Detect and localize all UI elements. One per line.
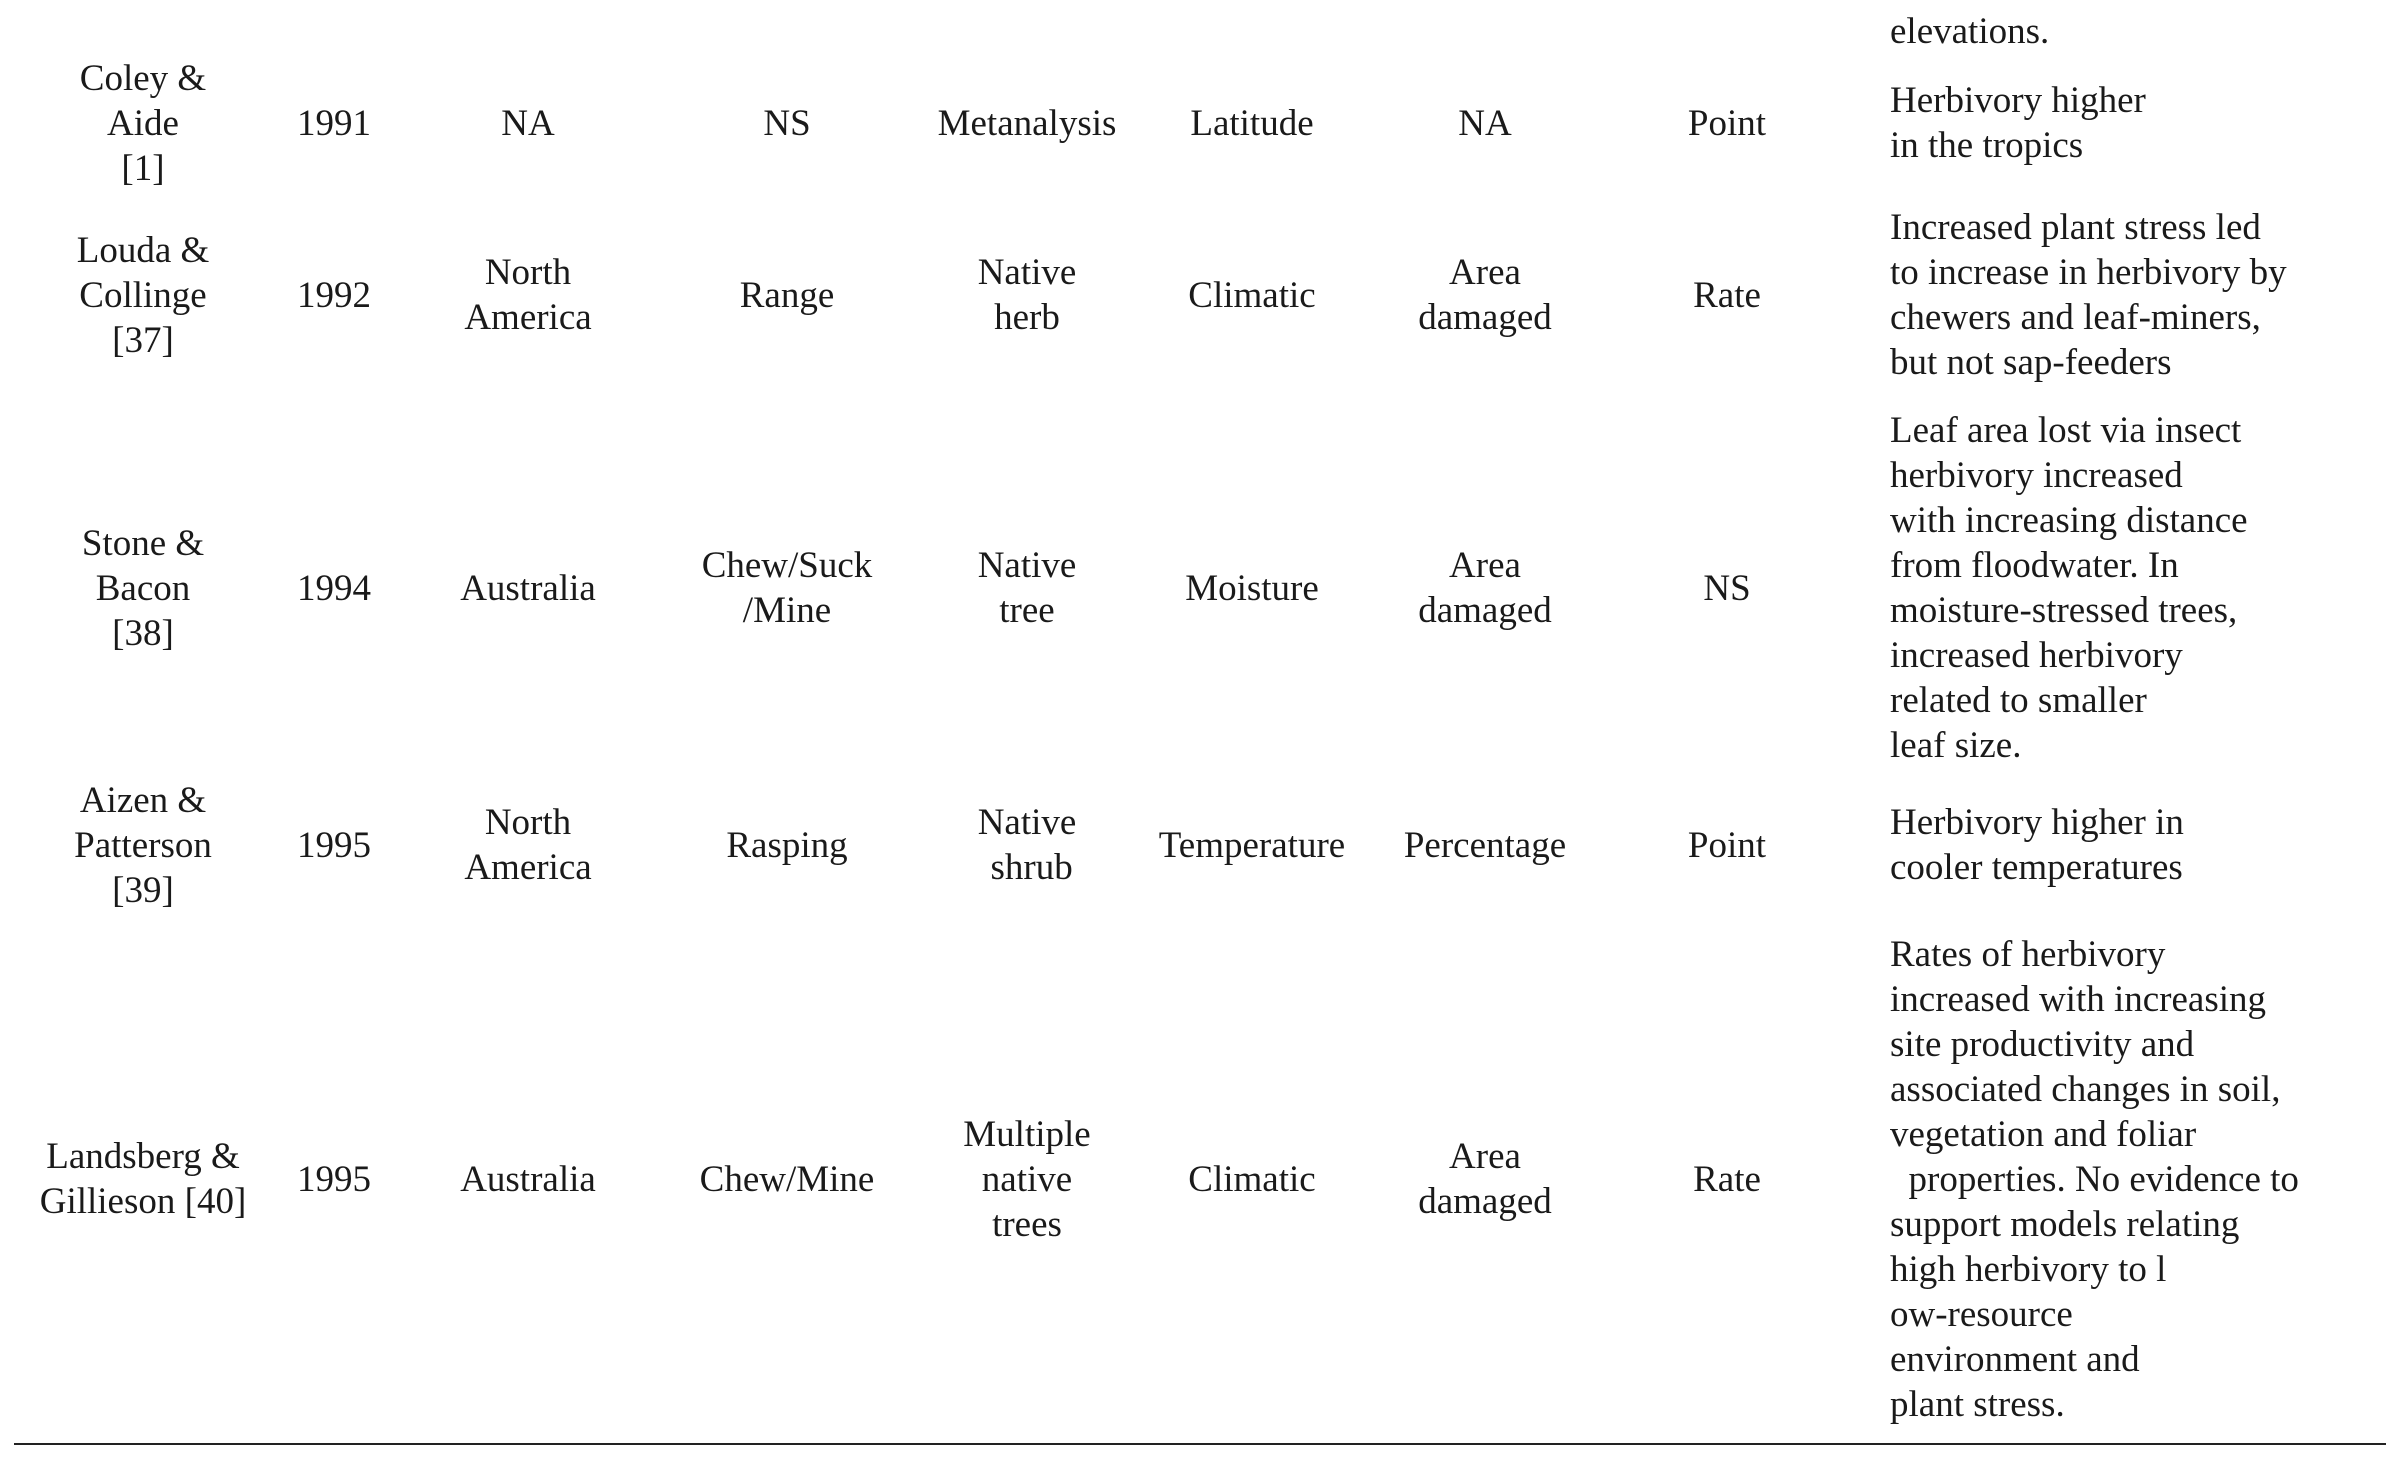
finding-cell-line: plant stress.	[1890, 1383, 2065, 1425]
region-cell-line: North	[484, 252, 572, 293]
feeding-guild-cell-line: NS	[763, 102, 811, 144]
region-cell-line: Australia	[460, 567, 596, 609]
host-plant-cell-line: herb	[994, 297, 1060, 338]
finding-cell-line: site productivity and	[1890, 1023, 2195, 1065]
host-plant-cell-line: native	[981, 1158, 1073, 1200]
author-cell-line: [39]	[112, 869, 174, 911]
feeding-guild-cell-line: Chew/Suck	[701, 545, 873, 586]
author-cell-line: Aide	[107, 102, 179, 144]
finding-cell-line: associated changes in soil,	[1890, 1068, 2281, 1110]
region-cell-line: North	[484, 802, 572, 843]
author-cell-line: Gillieson [40]	[39, 1181, 247, 1222]
author-cell-line: Stone &	[81, 522, 205, 564]
finding-cell-line: moisture-stressed trees,	[1890, 590, 2238, 631]
estimate-type-cell-line: Point	[1687, 824, 1767, 866]
region-cell-line: America	[464, 847, 592, 888]
finding-cell-line: high herbivory to l	[1890, 1248, 2167, 1290]
author-cell-line: [37]	[112, 319, 174, 361]
finding-cell-line: Herbivory higher	[1890, 80, 2146, 121]
measure-cell-line: Percentage	[1403, 824, 1567, 866]
finding-cell-line: environment and	[1890, 1338, 2140, 1380]
host-plant-cell-line: tree	[999, 590, 1055, 631]
host-plant-cell-line: trees	[992, 1203, 1062, 1245]
author-cell-line: Collinge	[79, 274, 207, 316]
estimate-type-cell-line: Rate	[1693, 274, 1761, 316]
host-plant-cell-line: Multiple	[963, 1113, 1091, 1155]
year-cell-line: 1994	[297, 567, 371, 609]
year-cell-line: 1992	[297, 274, 371, 316]
measure-cell-line: NA	[1458, 102, 1512, 144]
author-cell-line: Aizen &	[79, 779, 207, 821]
finding-cell-line: with increasing distance	[1890, 500, 2248, 541]
author-cell-line: [1]	[121, 147, 165, 189]
finding-cell-line: related to smaller	[1890, 680, 2147, 721]
feeding-guild-cell-line: Chew/Mine	[699, 1158, 875, 1200]
feeding-guild-cell-line: Rasping	[726, 824, 848, 866]
year-cell-line: 1995	[297, 1158, 371, 1200]
author-cell-line: Coley &	[79, 57, 207, 99]
finding-cell-line: vegetation and foliar	[1890, 1113, 2197, 1155]
author-cell-line: Louda &	[76, 229, 210, 271]
host-plant-cell-line: Native	[977, 545, 1077, 586]
finding-cell-line: chewers and leaf-miners,	[1890, 297, 2261, 338]
finding-cell-line: cooler temperatures	[1890, 847, 2183, 888]
measure-cell-line: damaged	[1418, 590, 1552, 631]
region-cell-line: Australia	[460, 1158, 596, 1200]
author-cell-line: Patterson	[74, 824, 212, 866]
feeding-guild-cell-line: Range	[739, 274, 835, 316]
finding-cell-line: but not sap-feeders	[1890, 342, 2172, 383]
host-plant-cell-line: Native	[977, 802, 1077, 843]
measure-cell-line: damaged	[1418, 1181, 1552, 1222]
year-cell-line: 1995	[297, 824, 371, 866]
finding-cell-line: herbivory increased	[1890, 455, 2183, 496]
host-plant-cell-line: Metanalysis	[937, 102, 1117, 144]
author-cell-line: Landsberg &	[46, 1136, 240, 1177]
author-cell-line: [38]	[112, 612, 174, 654]
gradient-cell-line: Climatic	[1188, 1158, 1316, 1200]
host-plant-cell-line: shrub	[981, 847, 1073, 888]
finding-cell-line: to increase in herbivory by	[1890, 252, 2287, 293]
region-cell-line: NA	[501, 102, 555, 144]
finding-cell-line: in the tropics	[1890, 125, 2084, 166]
region-cell-line: America	[464, 297, 592, 338]
finding-cell-line: Leaf area lost via insect	[1890, 410, 2242, 451]
finding-cell-line: increased with increasing	[1890, 978, 2267, 1020]
table-bottom-rule	[14, 1443, 2386, 1445]
finding-continuation: elevations.	[1890, 11, 2050, 52]
estimate-type-cell-line: Rate	[1693, 1158, 1761, 1200]
host-plant-cell-line: Native	[977, 252, 1077, 293]
finding-cell-line: Herbivory higher in	[1890, 802, 2184, 843]
measure-cell-line: Area	[1449, 1136, 1521, 1177]
gradient-cell-line: Latitude	[1190, 102, 1314, 144]
estimate-type-cell-line: Point	[1687, 102, 1767, 144]
estimate-type-cell-line: NS	[1703, 567, 1751, 609]
measure-cell-line: Area	[1449, 252, 1521, 293]
measure-cell-line: Area	[1449, 545, 1521, 586]
finding-cell-line: increased herbivory	[1890, 635, 2183, 676]
finding-cell-line: Increased plant stress led	[1890, 207, 2261, 248]
year-cell-line: 1991	[297, 102, 371, 144]
finding-cell-line: support models relating	[1890, 1203, 2240, 1245]
gradient-cell-line: Temperature	[1158, 824, 1346, 866]
finding-cell-line: properties. No evidence to	[1890, 1158, 2299, 1200]
feeding-guild-cell-line: /Mine	[742, 590, 832, 631]
finding-cell-line: ow-resource	[1890, 1293, 2073, 1335]
author-cell-line: Bacon	[95, 567, 191, 609]
finding-cell-line: Rates of herbivory	[1890, 933, 2166, 975]
gradient-cell-line: Moisture	[1185, 567, 1319, 609]
measure-cell-line: damaged	[1418, 297, 1552, 338]
finding-cell-line: leaf size.	[1890, 725, 2022, 766]
gradient-cell-line: Climatic	[1188, 274, 1316, 316]
finding-cell-line: from floodwater. In	[1890, 545, 2179, 586]
